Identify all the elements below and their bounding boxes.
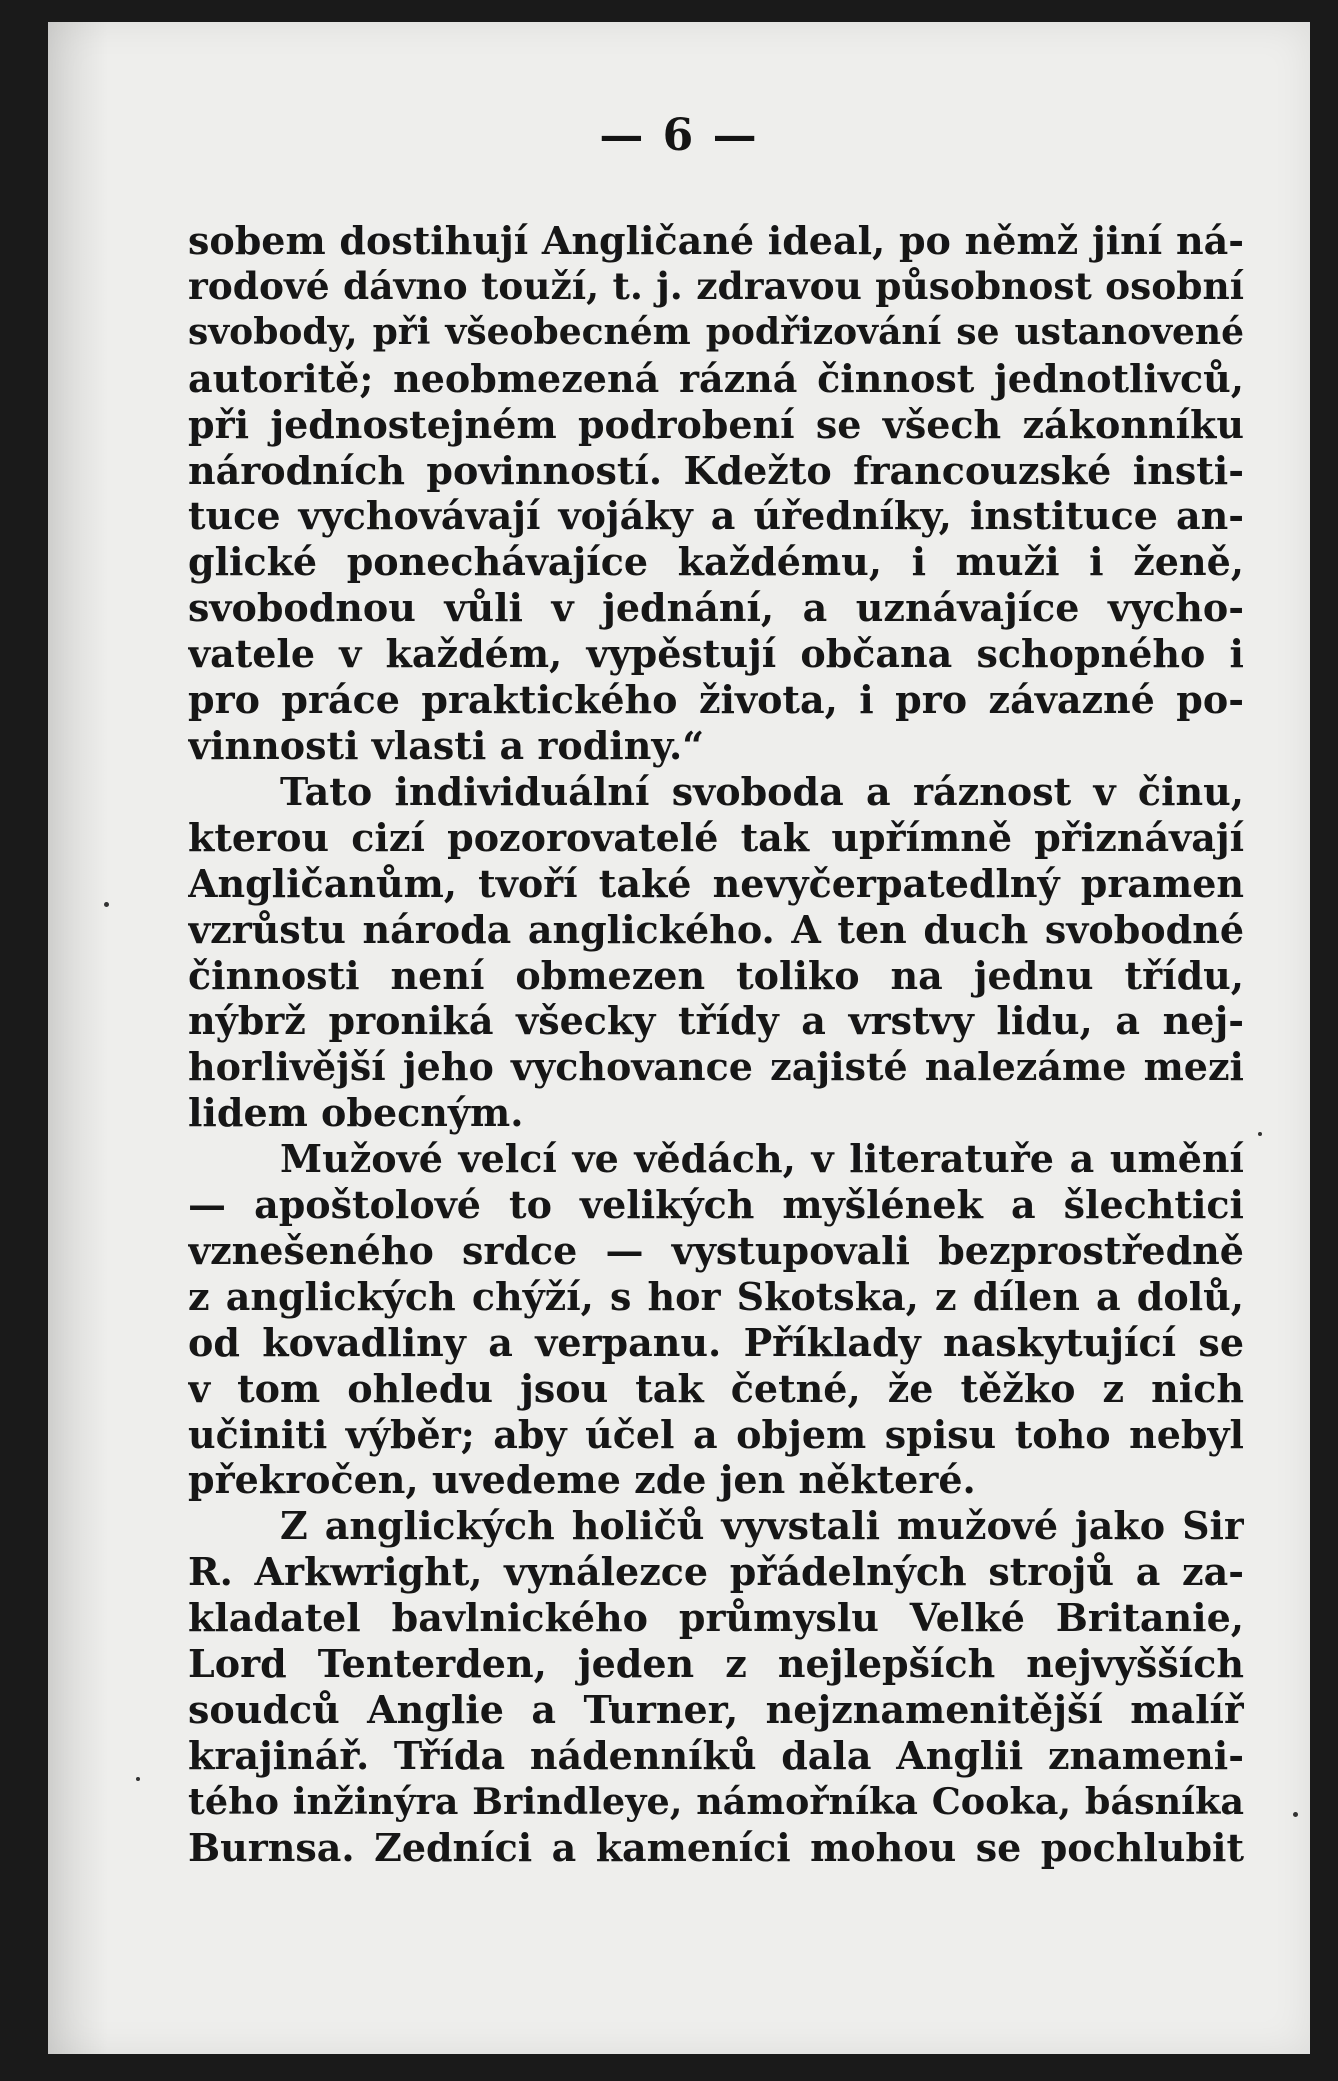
text-line: sobem dostihují Angličané ideal, po němž jiní ná- (188, 218, 1244, 263)
text-line: lidem obecným. (188, 1090, 524, 1136)
page-body-text (188, 218, 1244, 1871)
text-line: Z anglických holičů vyvstali mužové jako Sir (280, 1503, 1244, 1549)
text-line: v tom ohledu jsou tak četné, že těžko z nich (188, 1365, 1244, 1411)
text-line: při jednostejném podrobení se všech zákonníku (188, 401, 1244, 447)
text-line: učiniti výběr; aby účel a objem spisu toho nebyl (188, 1411, 1244, 1457)
text-line: rodové dávno touží, t. j. zdravou působnost osobní (188, 263, 1244, 308)
text-line: národních povinností. Kdežto francouzské insti- (188, 447, 1244, 493)
print-speck (1293, 1812, 1298, 1817)
text-line: soudců Anglie a Turner, nejznamenitější malíř (188, 1687, 1244, 1732)
text-line: pro práce praktického života, i pro závazné po- (188, 677, 1244, 723)
text-line: Tato individuální svoboda a ráznost v činu, (280, 768, 1244, 814)
page-number: — 6 — (599, 110, 759, 161)
text-line: tuce vychovávají vojáky a úředníky, instituce an- (188, 493, 1244, 539)
text-line: vzrůstu národa anglického. A ten duch svobodné (188, 906, 1244, 952)
text-line: svobody, při všeobecném podřizování se ustanovené (188, 310, 1244, 353)
text-line: kladatel bavlnického průmyslu Velké Britanie, (188, 1595, 1244, 1641)
text-line: Lord Tenterden, jeden z nejlepších nejvyšších (188, 1641, 1244, 1687)
text-line: krajinář. Třída nádenníků dala Anglii znameni- (188, 1732, 1244, 1778)
text-line: Mužové velcí ve vědách, v literatuře a umění (280, 1136, 1244, 1182)
text-line: Angličanům, tvoří také nevyčerpatedlný pramen (188, 860, 1244, 906)
book-page (48, 22, 1310, 2054)
text-line: od kovadliny a verpanu. Příklady naskytující se (188, 1319, 1244, 1365)
text-line: překročen, uvedeme zde jen některé. (188, 1457, 976, 1503)
text-line: glické ponechávajíce každému, i muži i ženě, (188, 539, 1244, 585)
print-speck (1258, 1132, 1262, 1136)
text-line: nýbrž proniká všecky třídy a vrstvy lidu, a nej- (188, 998, 1244, 1044)
text-line: tého inžinýra Brindleye, námořníka Cooka, básníka (188, 1779, 1244, 1823)
print-speck (136, 1777, 140, 1781)
text-line: vznešeného srdce — vystupovali bezprostředně (188, 1227, 1244, 1273)
print-speck (104, 902, 109, 907)
text-line: svobodnou vůli v jednání, a uznávajíce vycho- (188, 585, 1244, 631)
text-line: R. Arkwright, vynálezce přádelných strojů a za- (188, 1549, 1244, 1595)
text-line: autoritě; neobmezená rázná činnost jednotlivců, (188, 355, 1244, 401)
text-line: vinnosti vlasti a rodiny.“ (188, 722, 705, 768)
text-line: z anglických chýží, s hor Skotska, z dílen a dolů, (188, 1273, 1244, 1319)
text-line: Burnsa. Zedníci a kameníci mohou se pochlubit (188, 1824, 1244, 1870)
text-line: kterou cizí pozorovatelé tak upřímně přiznávají (188, 814, 1244, 860)
gutter-shadow (48, 22, 108, 2054)
text-line: horlivější jeho vychovance zajisté nalezáme mezi (188, 1044, 1244, 1090)
text-line: — apoštolové to velikých myšlének a šlechtici (188, 1182, 1244, 1228)
text-line: činnosti není obmezen toliko na jednu třídu, (188, 952, 1244, 998)
text-line: vatele v každém, vypěstují občana schopného i (188, 631, 1244, 677)
